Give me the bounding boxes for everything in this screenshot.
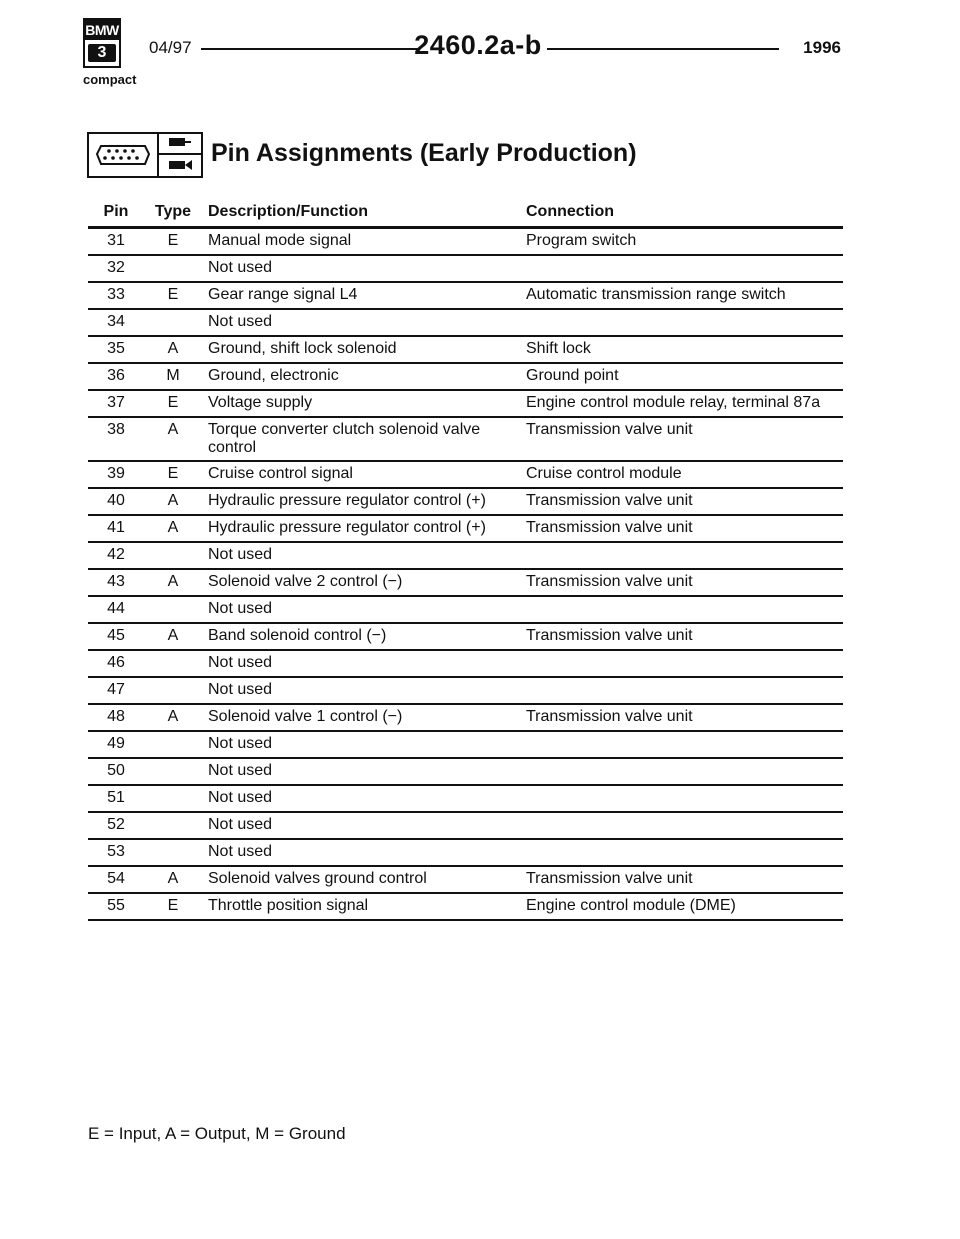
description-cell: Not used — [208, 259, 273, 276]
type-cell: E — [167, 232, 179, 249]
connection-cell: Cruise control module — [526, 465, 682, 482]
description-cell: Hydraulic pressure regulator control (+) — [208, 492, 486, 509]
type-cell: M — [166, 367, 180, 384]
pin-cell: 31 — [107, 232, 125, 249]
header-rule-left — [201, 48, 419, 50]
description-cell: Not used — [208, 654, 273, 671]
pin-cell: 47 — [107, 681, 125, 698]
pin-cell: 39 — [107, 465, 125, 482]
page-header — [83, 18, 843, 118]
type-cell: A — [167, 708, 179, 725]
type-legend-footnote: E = Input, A = Output, M = Ground — [88, 1124, 346, 1143]
description-cell: Not used — [208, 735, 273, 752]
type-cell: A — [167, 340, 179, 357]
description-cell: Not used — [208, 762, 273, 779]
description-cell: Not used — [208, 313, 273, 330]
connector-plug-icon — [87, 132, 159, 178]
table-row — [88, 283, 843, 310]
type-cell: E — [167, 394, 179, 411]
pin-cell: 53 — [107, 843, 125, 860]
logo-brand-text: BMW — [85, 22, 119, 38]
table-row — [88, 597, 843, 624]
table-row — [88, 391, 843, 418]
connection-cell: Transmission valve unit — [526, 870, 693, 887]
model-year: 1996 — [803, 38, 841, 57]
description-cell: Not used — [208, 816, 273, 833]
type-cell: A — [167, 627, 179, 644]
type-cell: A — [167, 573, 179, 590]
pin-cell: 35 — [107, 340, 125, 357]
table-row — [88, 651, 843, 678]
connection-cell: Automatic transmission range switch — [526, 286, 786, 303]
pin-cell: 49 — [107, 735, 125, 752]
connection-cell: Engine control module (DME) — [526, 897, 736, 914]
type-cell: A — [167, 421, 179, 438]
control-module-icon — [159, 132, 203, 178]
column-header-type: Type — [154, 203, 192, 220]
pin-cell: 38 — [107, 421, 125, 438]
page-title: Pin Assignments (Early Production) — [211, 139, 637, 167]
table-header — [88, 198, 843, 229]
pin-cell: 40 — [107, 492, 125, 509]
type-cell: E — [167, 465, 179, 482]
type-cell: E — [167, 286, 179, 303]
pin-cell: 37 — [107, 394, 125, 411]
description-cell: Solenoid valve 1 control (−) — [208, 708, 403, 725]
table-row — [88, 418, 843, 462]
logo-series-number: 3 — [88, 44, 116, 62]
pin-cell: 43 — [107, 573, 125, 590]
connection-cell: Engine control module relay, terminal 87a — [526, 394, 821, 411]
connection-cell: Ground point — [526, 367, 619, 384]
pin-cell: 51 — [107, 789, 125, 806]
table-row — [88, 489, 843, 516]
table-row — [88, 759, 843, 786]
description-cell: Throttle position signal — [208, 897, 369, 914]
description-cell: Solenoid valve 2 control (−) — [208, 573, 403, 590]
description-cell: Not used — [208, 600, 273, 617]
table-row — [88, 840, 843, 867]
table-row — [88, 364, 843, 391]
table-row — [88, 624, 843, 651]
description-cell: Hydraulic pressure regulator control (+) — [208, 519, 486, 536]
description-cell: Cruise control signal — [208, 465, 353, 482]
pin-assignment-table — [88, 198, 843, 921]
table-row — [88, 867, 843, 894]
issue-date: 04/97 — [149, 38, 192, 57]
table-row — [88, 462, 843, 489]
table-row — [88, 732, 843, 759]
connection-cell: Program switch — [526, 232, 637, 249]
column-header-connection: Connection — [526, 203, 614, 220]
document-id: 2460.2a-b — [414, 30, 542, 60]
column-header-description: Description/Function — [208, 203, 368, 220]
connection-cell: Transmission valve unit — [526, 627, 693, 644]
table-row — [88, 516, 843, 543]
connection-cell: Shift lock — [526, 340, 591, 357]
description-cell: Torque converter clutch solenoid valve control — [208, 421, 481, 456]
description-cell: Band solenoid control (−) — [208, 627, 387, 644]
edition-label: compact — [83, 72, 137, 87]
description-cell: Manual mode signal — [208, 232, 352, 249]
header-rule-right — [547, 48, 779, 50]
description-cell: Not used — [208, 789, 273, 806]
table-row — [88, 813, 843, 840]
bmw-3-series-logo — [83, 18, 121, 68]
description-cell: Solenoid valves ground control — [208, 870, 427, 887]
section-title-bar — [87, 132, 847, 178]
column-header-pin: Pin — [103, 203, 129, 220]
pin-cell: 41 — [107, 519, 125, 536]
description-cell: Ground, shift lock solenoid — [208, 340, 397, 357]
pin-cell: 33 — [107, 286, 125, 303]
table-row — [88, 229, 843, 256]
pin-cell: 44 — [107, 600, 125, 617]
pin-cell: 55 — [107, 897, 125, 914]
pin-cell: 54 — [107, 870, 125, 887]
table-row — [88, 337, 843, 364]
description-cell: Ground, electronic — [208, 367, 339, 384]
pin-cell: 32 — [107, 259, 125, 276]
type-cell: A — [167, 870, 179, 887]
connection-cell: Transmission valve unit — [526, 708, 693, 725]
pin-cell: 48 — [107, 708, 125, 725]
description-cell: Voltage supply — [208, 394, 313, 411]
pin-cell: 50 — [107, 762, 125, 779]
pin-cell: 34 — [107, 313, 125, 330]
table-row — [88, 894, 843, 921]
pin-cell: 52 — [107, 816, 125, 833]
connection-cell: Transmission valve unit — [526, 421, 693, 438]
table-row — [88, 543, 843, 570]
table-row — [88, 256, 843, 283]
description-cell: Not used — [208, 546, 273, 563]
description-cell: Not used — [208, 843, 273, 860]
table-row — [88, 705, 843, 732]
connection-cell: Transmission valve unit — [526, 492, 693, 509]
pin-cell: 46 — [107, 654, 125, 671]
connection-cell: Transmission valve unit — [526, 519, 693, 536]
table-row — [88, 786, 843, 813]
type-cell: A — [167, 492, 179, 509]
description-cell: Gear range signal L4 — [208, 286, 358, 303]
table-row — [88, 678, 843, 705]
type-cell: E — [167, 897, 179, 914]
pin-cell: 36 — [107, 367, 125, 384]
description-cell: Not used — [208, 681, 273, 698]
connection-cell: Transmission valve unit — [526, 573, 693, 590]
pin-cell: 45 — [107, 627, 125, 644]
pin-cell: 42 — [107, 546, 125, 563]
table-row — [88, 310, 843, 337]
type-cell: A — [167, 519, 179, 536]
table-row — [88, 570, 843, 597]
table-body — [88, 229, 843, 921]
